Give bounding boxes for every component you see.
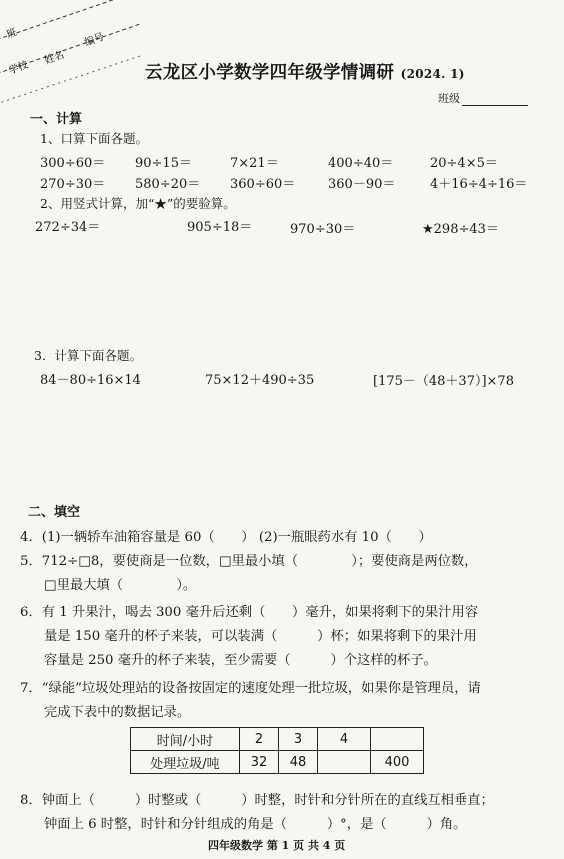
table-cell: 3 <box>279 728 318 751</box>
section2-heading: 二、填空 <box>28 505 81 520</box>
title-text: 云龙区小学数学四年级学情调研 <box>145 63 395 83</box>
q1-row2-item: 270÷30＝ <box>40 177 106 192</box>
class-blank[interactable] <box>462 94 528 106</box>
table-cell: 32 <box>240 751 279 774</box>
table-cell[interactable]: 4 <box>318 728 371 751</box>
page-footer: 四年级数学 第 1 页 共 4 页 <box>208 839 346 852</box>
stamp-number: 编号 <box>83 31 106 49</box>
class-label: 班级 <box>438 92 460 105</box>
q8-line: 8．钟面上（ ）时整或（ ）时整，时针和分针所在的直线互相垂直； <box>20 793 494 808</box>
stamp-name: 姓名 <box>43 49 66 67</box>
q1-row1-item: 7×21＝ <box>230 156 279 171</box>
q1-row1-item: 400÷40＝ <box>328 156 394 171</box>
table-cell: 2 <box>240 728 279 751</box>
q1-row1-item: 20÷4×5＝ <box>430 156 498 171</box>
q8-line: 钟面上 6 时整，时针和分针组成的角是（ ）°，是（ ）角。 <box>44 817 467 832</box>
q1-row2-item: 360÷60＝ <box>230 177 296 192</box>
table-cell[interactable] <box>318 751 371 774</box>
table-row <box>131 751 424 774</box>
q3-label: 3．计算下面各题。 <box>34 348 142 363</box>
q1-label: 1、口算下面各题。 <box>40 131 148 146</box>
table-cell[interactable] <box>371 728 424 751</box>
title-date: (2024. 1) <box>400 67 465 81</box>
page-title <box>145 59 465 84</box>
q1-row1-item: 90÷15＝ <box>135 156 192 171</box>
table-cell: 48 <box>279 751 318 774</box>
q1-row2-item: 4＋16÷4÷16＝ <box>430 177 528 192</box>
q7-line: 7．“绿能”垃圾处理站的设备按固定的速度处理一批垃圾，如果你是管理员，请 <box>20 681 481 696</box>
section1-heading: 一、计算 <box>30 112 83 127</box>
q2-item: ★298÷43＝ <box>422 222 499 237</box>
q2-label: 2、用竖式计算，加“★”的要验算。 <box>40 196 236 211</box>
q3-item: 84－80÷16×14 <box>40 373 141 388</box>
garbage-table <box>130 727 424 774</box>
q3-item: 75×12＋490÷35 <box>205 373 315 388</box>
q5-line: □里最大填（ ）。 <box>44 578 197 593</box>
q6-line: 量是 150 毫升的杯子来装，可以装满（ ）杯；如果将剩下的果汁用 <box>44 629 477 644</box>
q1-row1-item: 300÷60＝ <box>40 156 106 171</box>
q2-item: 905÷18＝ <box>187 220 253 235</box>
q6-line: 6．有 1 升果汁，喝去 300 毫升后还剩（ ）毫升，如果将剩下的果汁用容 <box>20 605 479 620</box>
binding-corner <box>0 0 140 114</box>
table-cell: 400 <box>371 751 424 774</box>
table-cell: 处理垃圾/吨 <box>131 751 240 774</box>
stamp-class: 班 <box>5 27 19 41</box>
q1-row2-item: 360－90＝ <box>328 177 396 192</box>
table-row <box>131 728 424 751</box>
q1-row2-item: 580÷20＝ <box>135 177 201 192</box>
q2-item: 970÷30＝ <box>290 222 356 237</box>
q6-line: 容量是 250 毫升的杯子来装，至少需要（ ）个这样的杯子。 <box>44 653 437 668</box>
class-field <box>438 90 528 106</box>
table-cell: 时间/小时 <box>131 728 240 751</box>
q7-line: 完成下表中的数据记录。 <box>44 705 191 720</box>
q5-line: 5．712÷□8，要使商是一位数，□里最小填（ ）；要使商是两位数， <box>20 554 478 569</box>
stamp-school: 学校 <box>7 59 30 77</box>
q4-text: 4．(1)一辆轿车油箱容量是 60（ ） (2)一瓶眼药水有 10（ ） <box>20 530 432 545</box>
q3-item: [175－（48＋37）]×78 <box>373 374 514 389</box>
q2-item: 272÷34＝ <box>35 220 101 235</box>
